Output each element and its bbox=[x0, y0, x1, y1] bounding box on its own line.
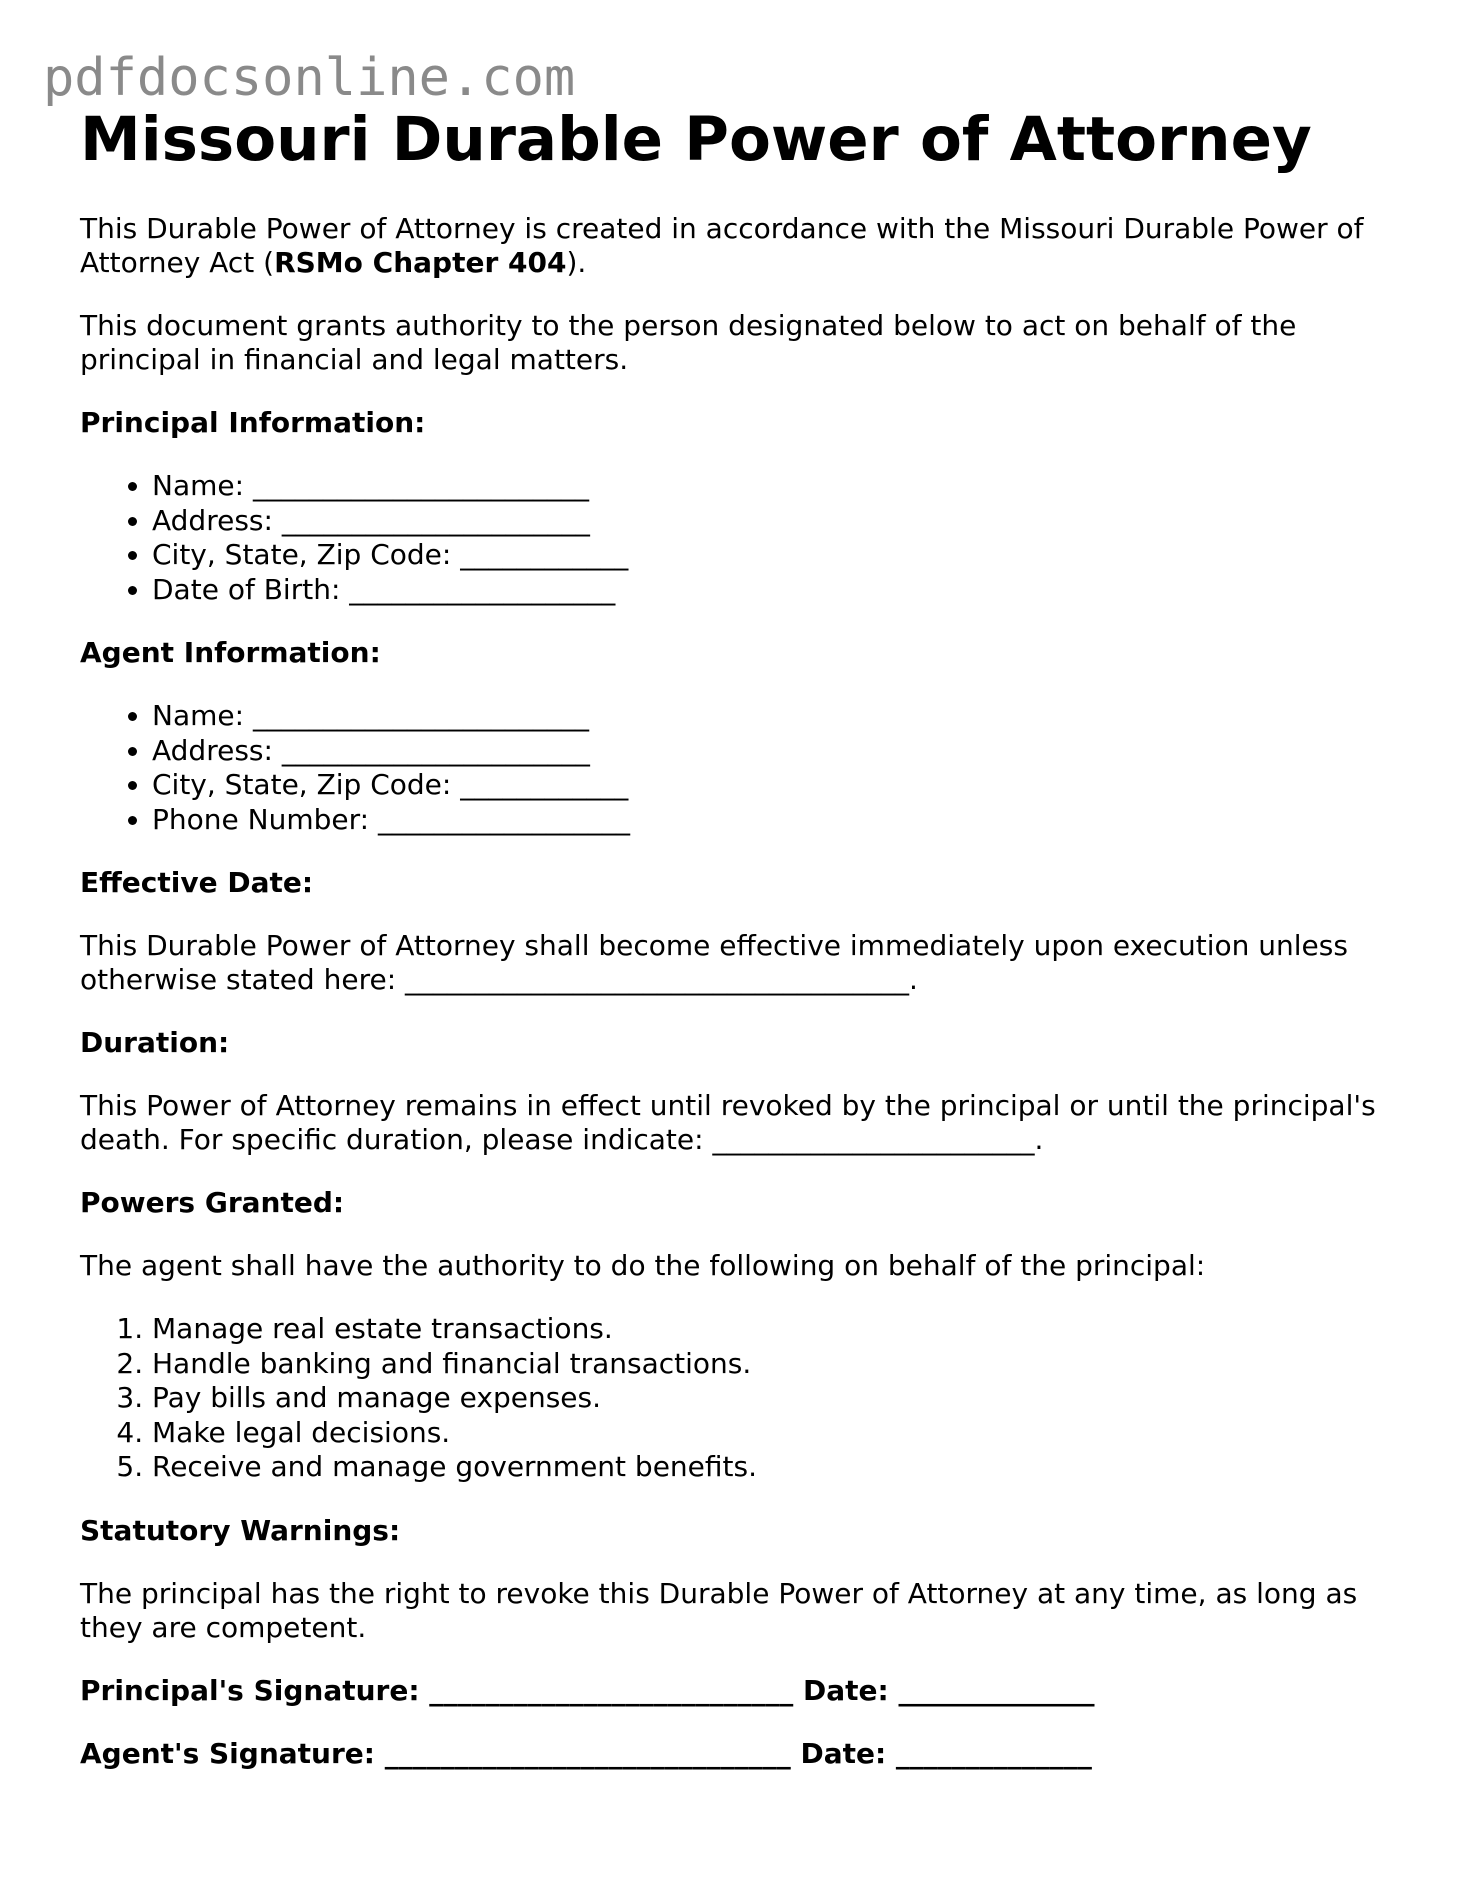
duration-heading: Duration: bbox=[80, 1026, 230, 1059]
effective-date-heading: Effective Date: bbox=[80, 866, 314, 899]
power-item: 5. Receive and manage government benefits. bbox=[152, 1450, 1400, 1485]
watermark: pdfdocsonline.com bbox=[43, 48, 576, 108]
agent-signature-line[interactable]: Agent's Signature: _____________________________ Date: ______________ bbox=[80, 1736, 1092, 1770]
powers-intro: The agent shall have the authority to do the following on behalf of the principal: bbox=[80, 1249, 1206, 1282]
document-title: Missouri Durable Power of Attorney bbox=[80, 104, 1312, 175]
powers-list bbox=[80, 1312, 1400, 1485]
agent-list bbox=[80, 699, 1400, 837]
agent-city-state-zip-field[interactable]: • City, State, Zip Code: ____________ bbox=[152, 768, 1400, 803]
effective-date-text[interactable]: This Durable Power of Attorney shall become effective immediately upon execution unless otherwise stated here: ____________________________________. bbox=[80, 929, 1348, 996]
statute-reference: RSMo Chapter 404 bbox=[274, 246, 567, 279]
powers-heading: Powers Granted: bbox=[80, 1186, 345, 1219]
power-item: 3. Pay bills and manage expenses. bbox=[152, 1381, 1400, 1416]
document-body bbox=[80, 100, 1400, 1771]
principal-city-state-zip-field[interactable]: • City, State, Zip Code: ____________ bbox=[152, 538, 1400, 573]
principal-address-field[interactable]: • Address: ______________________ bbox=[152, 504, 1400, 539]
intro-text: This Durable Power of Attorney is created in accordance with the Missouri Durable Power of Attorney Act ( bbox=[80, 212, 1364, 279]
principal-signature-line[interactable]: Principal's Signature: __________________________ Date: ______________ bbox=[80, 1673, 1095, 1707]
agent-name-field[interactable]: • Name: ________________________ bbox=[152, 699, 1400, 734]
principal-name-field[interactable]: • Name: ________________________ bbox=[152, 469, 1400, 504]
principal-dob-field[interactable]: • Date of Birth: ___________________ bbox=[152, 573, 1400, 608]
warnings-text: The principal has the right to revoke this Durable Power of Attorney at any time, as long as they are competent. bbox=[80, 1576, 1358, 1644]
warnings-heading: Statutory Warnings: bbox=[80, 1513, 401, 1547]
principal-list bbox=[80, 469, 1400, 607]
intro-paragraph-1 bbox=[80, 212, 1400, 280]
principal-heading: Principal Information: bbox=[80, 406, 426, 439]
agent-address-field[interactable]: • Address: ______________________ bbox=[152, 734, 1400, 769]
agent-heading: Agent Information: bbox=[80, 636, 381, 669]
intro-text-end: ). bbox=[566, 246, 587, 279]
agent-phone-field[interactable]: • Phone Number: __________________ bbox=[152, 803, 1400, 838]
intro-paragraph-2: This document grants authority to the person designated below to act on behalf of the principal in financial and legal matters. bbox=[80, 309, 1297, 376]
power-item: 4. Make legal decisions. bbox=[152, 1416, 1400, 1451]
power-item: 2. Handle banking and financial transactions. bbox=[152, 1347, 1400, 1382]
power-item: 1. Manage real estate transactions. bbox=[152, 1312, 1400, 1347]
duration-text[interactable]: This Power of Attorney remains in effect until revoked by the principal or until the principal's death. For specific duration, please indicate: _______________________. bbox=[80, 1089, 1376, 1156]
